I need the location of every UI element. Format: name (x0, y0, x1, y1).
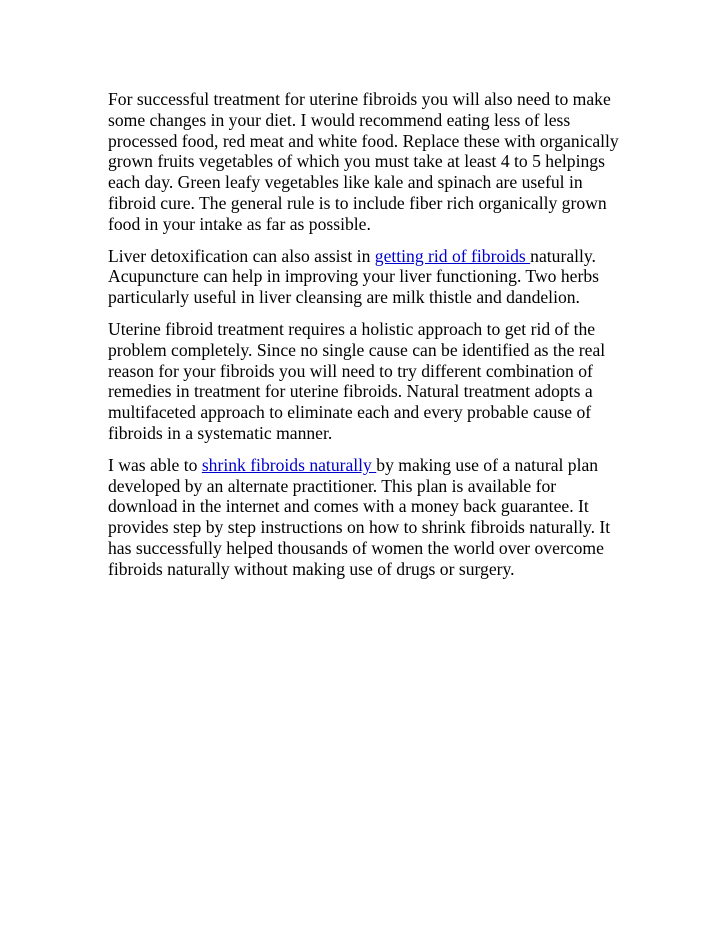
paragraph-natural-plan (108, 455, 628, 580)
paragraph-text: Liver detoxification can also assist in (108, 245, 375, 266)
paragraph-liver-detox (108, 246, 628, 308)
paragraph-diet: For successful treatment for uterine fibroids you will also need to make some changes in your diet. I would recommend eating less of less processed food, red meat and white food. Replace these with organically grown fruits vegetables of which you must take at least 4 to 5 helpings each day. Green leafy vegetables like kale and spinach are useful in fibroid cure. The general rule is to include fiber rich organically grown food in your intake as far as possible. (108, 89, 619, 234)
document-body (108, 89, 628, 591)
paragraph-holistic-approach: Uterine fibroid treatment requires a holistic approach to get rid of the problem completely. Since no single cause can be identified as the real reason for your fibroids you will need to try different combination of remedies in treatment for uterine fibroids. Natural treatment adopts a multifaceted approach to eliminate each and every probable cause of fibroids in a systematic manner. (108, 318, 606, 443)
shrink-fibroids-naturally-link[interactable]: shrink fibroids naturally (201, 454, 377, 475)
paragraph-text: by making use of a natural plan developed by an alternate practitioner. This plan is available for download in the internet and comes with a money back guarantee. It provides step by step instructions on how to shrink fibroids naturally. It has successfully helped thousands of women the world over overcome fibroids naturally without making use of drugs or surgery. (108, 454, 611, 579)
paragraph-text: I was able to (108, 454, 202, 475)
getting-rid-of-fibroids-link[interactable]: getting rid of fibroids (374, 245, 531, 266)
paragraph-text: naturally. Acupuncture can help in improving your liver functioning. Two herbs particularly useful in liver cleansing are milk thistle and dandelion. (108, 245, 599, 308)
